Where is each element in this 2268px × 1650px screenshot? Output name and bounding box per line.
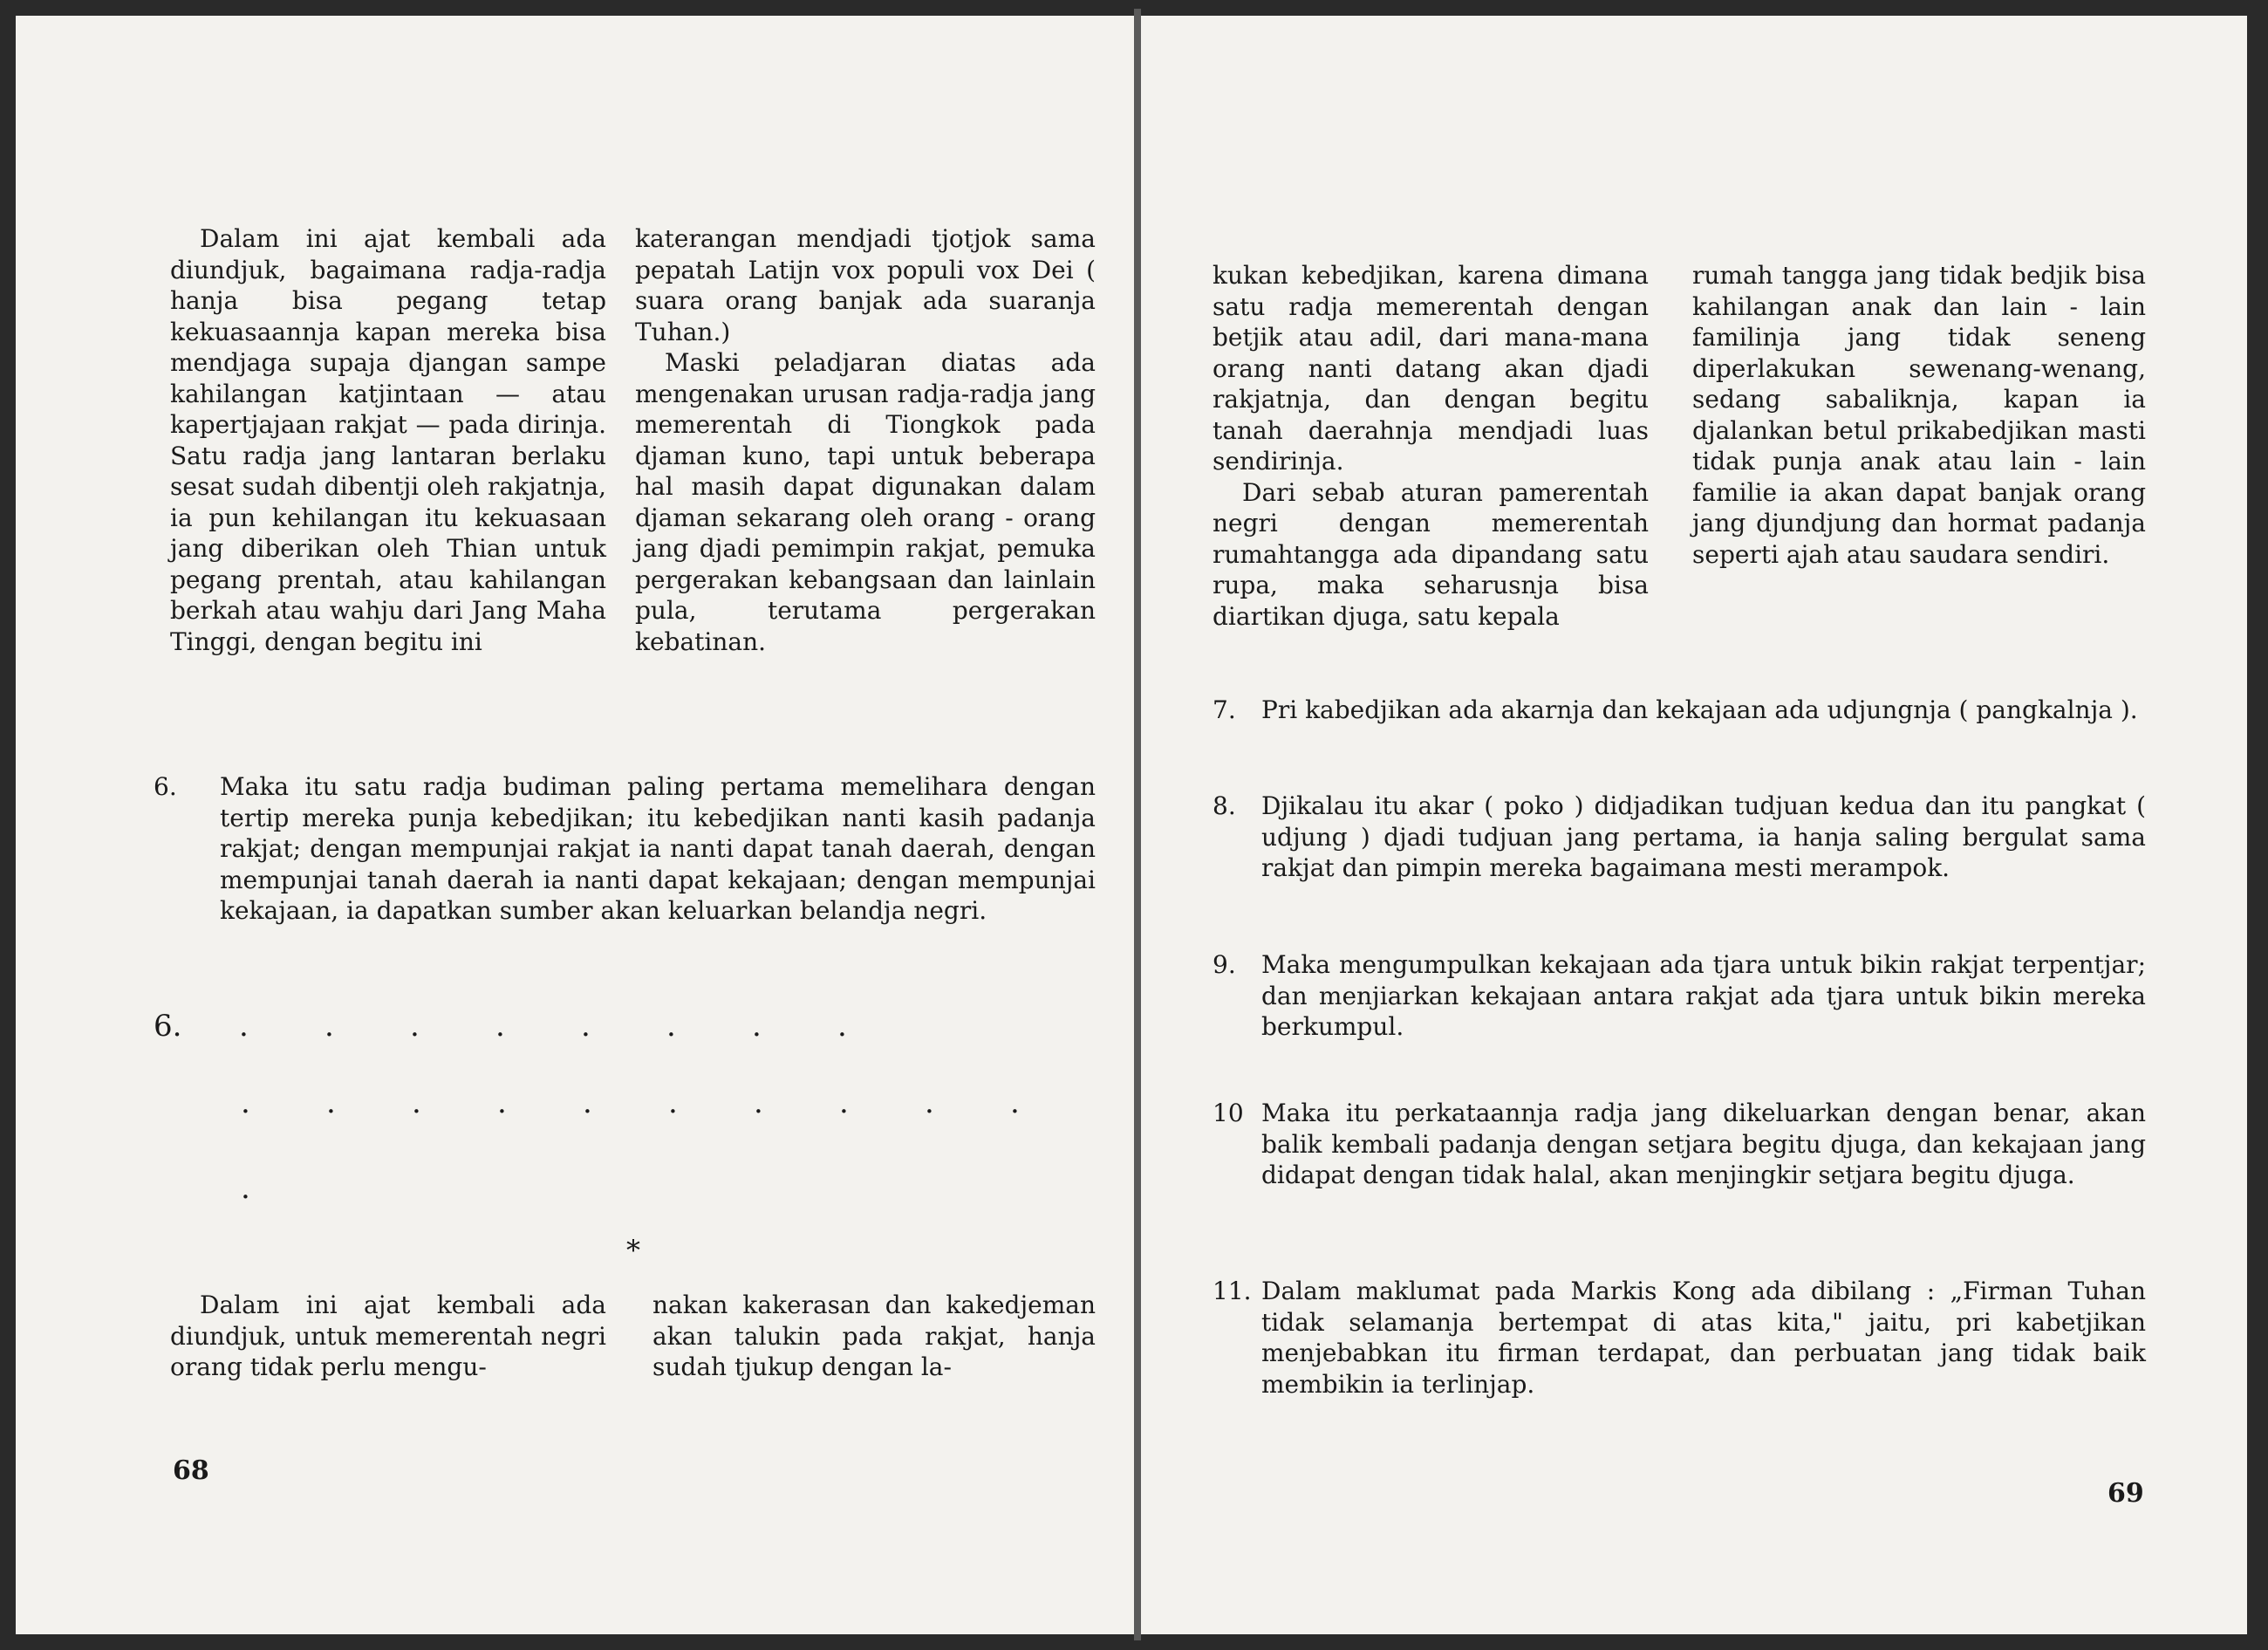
page-number-left: 68 — [173, 1455, 209, 1486]
book-spine — [1134, 9, 1141, 1640]
left-col2-top-paragraph-1: katerangan mendjadi tjotjok sama pepatah Latijn vox populi vox Dei ( suara orang banjak ada suaranja Tuhan.) — [635, 224, 1096, 346]
page-69 — [1141, 16, 2247, 1634]
item-number: 7. — [1213, 695, 1236, 724]
item-text: Pri kabedjikan ada akarnja dan kekajaan ada udjungnja ( pangkalnja ). — [1261, 695, 2138, 724]
left-col2-bottom-paragraph: nakan kakerasan dan kakedjeman akan talukin pada rakjat, hanja sudah tjukup dengan la- — [652, 1291, 1096, 1381]
right-col1 — [1213, 260, 1649, 632]
page-number-right: 69 — [2107, 1478, 2144, 1509]
right-col2 — [1692, 260, 2146, 570]
item-text: Maka mengumpulkan kekajaan ada tjara untuk bikin rakjat terpentjar; dan menjiarkan kekajaan antara rakjat ada tjara untuk bikin mereka berkumpul. — [1261, 950, 2146, 1041]
ellipsis-row-2: . . . . . . . . . . — [241, 1085, 1020, 1120]
left-col2-bottom — [652, 1290, 1096, 1383]
item-number: 9. — [1213, 950, 1236, 979]
item-text: Maka itu satu radja budiman paling pertama memelihara dengan tertip mereka punja kebedjikan; itu kebedjikan nanti kasih padanja rakjat; dengan mempunjai rakjat ia nanti dapat tanah daerah, dengan mempunjai tanah daerah ia nanti dapat kekajaan; dengan mempunjai kekajaan, ia dapatkan sumber akan keluarkan belandja negri. — [220, 772, 1096, 925]
item-number: 6. — [154, 772, 177, 801]
right-col1-paragraph-2: Dari sebab aturan pamerentah negri dengan memerentah rumahtangga ada dipandang satu rupa, maka seharusnja bisa diartikan djuga, satu kepala — [1213, 477, 1649, 631]
left-col2-top-paragraph-2: Maski peladjaran diatas ada mengenakan urusan radja-radja jang memerentah di Tiongkok pada djaman kuno, tapi untuk beberapa hal masih dapat digunakan dalam djaman sekarang oleh orang - orang jang djadi pemimpin rakjat, pemuka pergerakan kebangsaan dan lainlain pula, terutama pergerakan kebatinan. — [635, 348, 1096, 656]
left-col1-top-paragraph: Dalam ini ajat kembali ada diundjuk, bagaimana radja-radja hanja bisa pegang tetap kekuasaannja kapan mereka bisa mendjaga supaja djangan sampe kahilangan katjintaan — atau kapertjajaan rakjat — pada dirinja. Satu radja jang lantaran berlaku sesat sudah dibentji oleh rakjatnja, ia pun kehilangan itu kekuasaan jang diberikan oleh Thian untuk pegang prentah, atau kahilangan berkah atau wahju dari Jang Maha Tinggi, dengan begitu ini — [170, 224, 606, 656]
left-col1-bottom — [170, 1290, 606, 1383]
left-col1-bottom-paragraph: Dalam ini ajat kembali ada diundjuk, untuk memerentah negri orang tidak perlu mengu- — [170, 1291, 606, 1381]
right-col2-paragraph-1: rumah tangga jang tidak bedjik bisa kahilangan anak dan lain - lain familinja jang tidak seneng diperlakukan sewenang-wenang, sedang sabaliknja, kapan ia djalankan betul prikabedjikan masti tidak punja anak atau lain - lain familie ia akan dapat banjak orang jang djundjung dan hormat padanja seperti ajah atau saudara sendiri. — [1692, 261, 2146, 569]
ellipsis-row-1: 6. . . . . . . . . — [154, 1009, 847, 1044]
item-text: Maka itu perkataannja radja jang dikeluarkan dengan benar, akan balik kembali padanja dengan setjara begitu djuga, dan kekajaan jang didapat dengan tidak halal, akan menjingkir setjara begitu djuga. — [1261, 1099, 2146, 1189]
ellipsis-row-3: . — [241, 1171, 250, 1206]
section-asterisk: * — [626, 1234, 640, 1267]
right-col1-paragraph-1: kukan kebedjikan, karena dimana satu radja memerentah dengan betjik atau adil, dari mana-mana orang nanti datang akan djadi rakjatnja, dan dengan begitu tanah daerahnja mendjadi luas sendirinja. — [1213, 261, 1649, 476]
item-number: 10 — [1213, 1099, 1244, 1127]
left-col1-top — [170, 223, 606, 657]
ellipsis-number: 6. — [154, 1009, 182, 1044]
item-number: 11. — [1213, 1277, 1252, 1305]
item-text: Djikalau itu akar ( poko ) didjadikan tudjuan kedua dan itu pangkat ( udjung ) djadi tudjuan jang pertama, ia hanja saling bergulat sama rakjat dan pimpin mereka bagaimana mesti merampok. — [1261, 791, 2146, 882]
page-68 — [16, 16, 1134, 1634]
left-col2-top — [635, 223, 1096, 657]
item-number: 8. — [1213, 791, 1236, 820]
item-text: Dalam maklumat pada Markis Kong ada dibilang : „Firman Tuhan tidak selamanja bertempat di atas kita," jaitu, pri kabetjikan menjebabkan itu firman terdapat, dan perbuatan jang tidak baik membikin ia terlinjap. — [1261, 1277, 2146, 1399]
